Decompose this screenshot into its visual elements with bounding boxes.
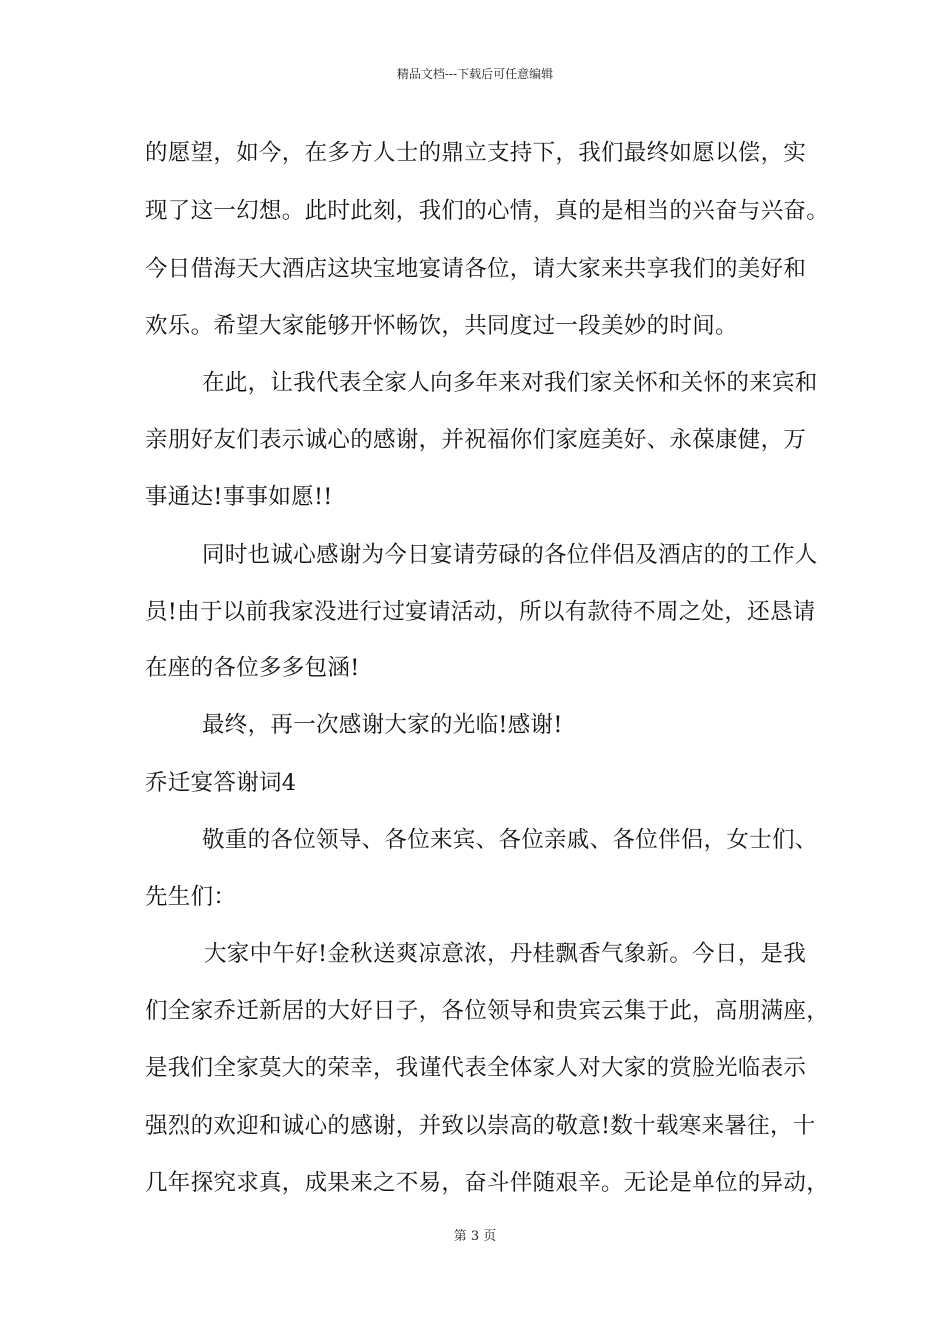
text-line: 同时也诚心感谢为今日宴请劳碌的各位伴侣及酒店的的工作人 — [202, 542, 818, 568]
text-line: 们全家乔迁新居的大好日子，各位领导和贵宾云集于此，高朋满座， — [145, 998, 830, 1024]
text-line: 强烈的欢迎和诚心的感谢，并致以崇高的敬意!数十载寒来暑往，十 — [145, 1113, 816, 1139]
text-line: 今日借海天大酒店这块宝地宴请各位，请大家来共享我们的美好和 — [145, 256, 807, 282]
section-title: 乔迁宴答谢词4 — [145, 770, 297, 796]
text-line: 是我们全家莫大的荣幸，我谨代表全体家人对大家的赏脸光临表示 — [145, 1055, 807, 1081]
text-line: 先生们： — [145, 884, 237, 910]
page-header: 精品文档---下载后可任意编辑 — [396, 67, 554, 81]
text-line: 几年探究求真，成果来之不易，奋斗伴随艰辛。无论是单位的异动， — [145, 1170, 830, 1196]
text-line: 最终，再一次感谢大家的光临!感谢! — [202, 712, 563, 738]
text-line: 事通达!事事如愿!! — [145, 484, 333, 510]
text-line: 在此，让我代表全家人向多年来对我们家关怀和关怀的来宾和 — [202, 370, 818, 396]
page-number: 第 3 页 — [453, 1229, 497, 1244]
text-line: 大家中午好!金秋送爽凉意浓，丹桂飘香气象新。今日，是我 — [204, 941, 807, 967]
text-line: 的愿望，如今，在多方人士的鼎立支持下，我们最终如愿以偿，实 — [145, 140, 807, 166]
text-line: 欢乐。希望大家能够开怀畅饮，共同度过一段美妙的时间。 — [145, 313, 738, 339]
text-line: 现了这一幻想。此时此刻，我们的心情，真的是相当的兴奋与兴奋。 — [145, 198, 830, 224]
text-line: 员!由于以前我家没进行过宴请活动，所以有款待不周之处，还恳请 — [145, 599, 816, 625]
text-line: 亲朋好友们表示诚心的感谢，并祝福你们家庭美好、永葆康健，万 — [145, 427, 807, 453]
text-line: 在座的各位多多包涵! — [145, 655, 360, 681]
text-line: 敬重的各位领导、各位来宾、各位亲戚、各位伴侣，女士们、 — [202, 827, 818, 853]
